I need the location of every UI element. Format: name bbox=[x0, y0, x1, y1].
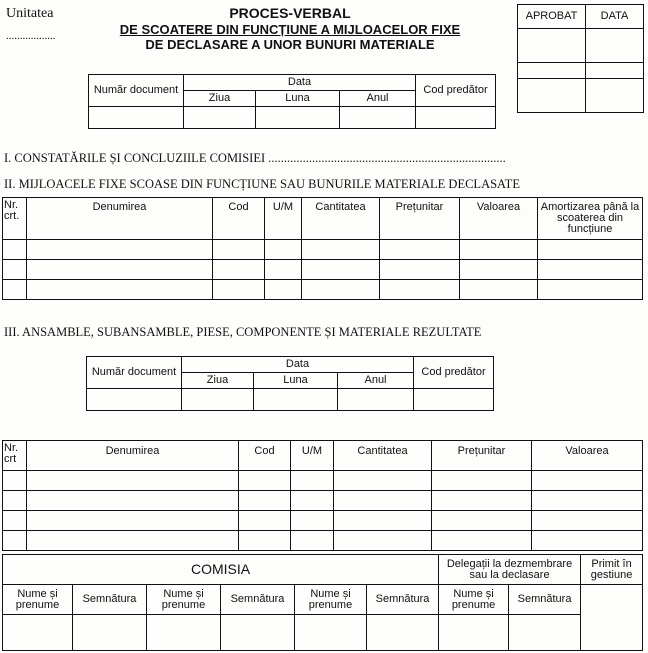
document-subtitle-2: DE DECLASARE A UNOR BUNURI MATERIALE bbox=[145, 37, 435, 52]
cell[interactable] bbox=[302, 240, 380, 260]
name-header: Denumirea bbox=[27, 198, 213, 240]
cell[interactable] bbox=[213, 240, 265, 260]
document-subtitle-1: DE SCOATERE DIN FUNCȚIUNE A MIJLOACELOR FIXE bbox=[119, 22, 461, 37]
approved-date-cell[interactable] bbox=[586, 79, 644, 113]
cell[interactable] bbox=[27, 511, 239, 531]
delegates-header: Delegații la dezmembrare sau la declasare bbox=[439, 555, 581, 585]
table-row bbox=[3, 260, 643, 280]
cell[interactable] bbox=[291, 491, 334, 511]
cell[interactable] bbox=[460, 280, 538, 300]
approved-date-cell[interactable] bbox=[586, 63, 644, 79]
name-header: Nume și prenume bbox=[439, 585, 509, 615]
cell[interactable] bbox=[27, 471, 239, 491]
code-header: Cod predător bbox=[416, 75, 496, 107]
date-header: Data bbox=[182, 357, 414, 373]
cell[interactable] bbox=[439, 615, 509, 651]
cell[interactable] bbox=[3, 471, 27, 491]
cell[interactable] bbox=[239, 471, 291, 491]
cell[interactable] bbox=[3, 511, 27, 531]
um-header: U/M bbox=[265, 198, 302, 240]
cell[interactable] bbox=[3, 240, 27, 260]
cell[interactable] bbox=[3, 491, 27, 511]
cell[interactable] bbox=[302, 280, 380, 300]
approved-cell[interactable] bbox=[518, 79, 586, 113]
approved-cell[interactable] bbox=[518, 29, 586, 63]
cell[interactable] bbox=[538, 260, 643, 280]
cell[interactable] bbox=[3, 531, 27, 551]
value-header: Valoarea bbox=[460, 198, 538, 240]
value-header: Valoarea bbox=[532, 441, 643, 471]
signature-header: Semnătura bbox=[221, 585, 295, 615]
document-title: PROCES-VERBAL bbox=[229, 5, 351, 21]
month-header: Luna bbox=[254, 373, 338, 389]
unit-price-header: Prețunitar bbox=[432, 441, 532, 471]
year-cell[interactable] bbox=[340, 107, 416, 129]
approved-cell[interactable] bbox=[518, 63, 586, 79]
name-header: Nume și prenume bbox=[3, 585, 73, 615]
year-header: Anul bbox=[340, 91, 416, 107]
cell[interactable] bbox=[239, 511, 291, 531]
cell[interactable] bbox=[460, 240, 538, 260]
received-cell[interactable] bbox=[581, 585, 643, 651]
date-header: DATA bbox=[586, 5, 644, 29]
cell[interactable] bbox=[27, 531, 239, 551]
section-1-heading: I. CONSTATĂRILE ȘI CONCLUZIILE COMISIEI ............................................................................ bbox=[4, 151, 506, 165]
cell[interactable] bbox=[532, 511, 643, 531]
table-row bbox=[3, 240, 643, 260]
table-row bbox=[3, 511, 643, 531]
cell[interactable] bbox=[432, 471, 532, 491]
cell[interactable] bbox=[532, 471, 643, 491]
section-3-heading: III. ANSAMBLE, SUBANSAMBLE, PIESE, COMPONENTE ȘI MATERIALE REZULTATE bbox=[4, 325, 482, 339]
cell[interactable] bbox=[239, 531, 291, 551]
day-cell[interactable] bbox=[184, 107, 256, 129]
cell[interactable] bbox=[27, 280, 213, 300]
cell[interactable] bbox=[380, 260, 460, 280]
cell[interactable] bbox=[265, 280, 302, 300]
cell[interactable] bbox=[295, 615, 367, 651]
approved-header: APROBAT bbox=[518, 5, 586, 29]
fixed-assets-table bbox=[2, 197, 643, 300]
cell[interactable] bbox=[334, 531, 432, 551]
cell[interactable] bbox=[380, 240, 460, 260]
cell[interactable] bbox=[239, 491, 291, 511]
cell[interactable] bbox=[213, 260, 265, 280]
quantity-header: Cantitatea bbox=[334, 441, 432, 471]
name-header: Nume și prenume bbox=[147, 585, 221, 615]
document-number-header: Număr document bbox=[89, 75, 184, 107]
name-header: Nume și prenume bbox=[295, 585, 367, 615]
um-header: U/M bbox=[291, 441, 334, 471]
cell[interactable] bbox=[221, 615, 295, 651]
day-cell[interactable] bbox=[182, 389, 254, 411]
month-cell[interactable] bbox=[256, 107, 340, 129]
code-cell[interactable] bbox=[414, 389, 494, 411]
signature-header: Semnătura bbox=[509, 585, 581, 615]
cell[interactable] bbox=[538, 280, 643, 300]
cell[interactable] bbox=[3, 260, 27, 280]
cell[interactable] bbox=[291, 471, 334, 491]
cell[interactable] bbox=[147, 615, 221, 651]
cell[interactable] bbox=[27, 240, 213, 260]
quantity-header: Cantitatea bbox=[302, 198, 380, 240]
commission-header: COMISIA bbox=[3, 555, 439, 585]
year-header: Anul bbox=[338, 373, 414, 389]
cell[interactable] bbox=[432, 491, 532, 511]
unit-price-header: Prețunitar bbox=[380, 198, 460, 240]
table-row bbox=[3, 491, 643, 511]
cell[interactable] bbox=[3, 615, 73, 651]
signature-header: Semnătura bbox=[73, 585, 147, 615]
nr-header: Nr. crt bbox=[3, 441, 27, 471]
cell[interactable] bbox=[27, 260, 213, 280]
cell[interactable] bbox=[538, 240, 643, 260]
cell[interactable] bbox=[291, 511, 334, 531]
cell[interactable] bbox=[509, 615, 581, 651]
commission-table bbox=[2, 554, 643, 651]
document-info-table-2 bbox=[86, 356, 494, 411]
day-header: Ziua bbox=[182, 373, 254, 389]
unit-dots: .................. bbox=[6, 30, 56, 42]
approved-date-cell[interactable] bbox=[586, 29, 644, 63]
code-cell[interactable] bbox=[416, 107, 496, 129]
cell[interactable] bbox=[213, 280, 265, 300]
cell[interactable] bbox=[532, 531, 643, 551]
cell[interactable] bbox=[380, 280, 460, 300]
cell[interactable] bbox=[334, 471, 432, 491]
cell[interactable] bbox=[265, 260, 302, 280]
document-number-header: Număr document bbox=[87, 357, 182, 389]
cell[interactable] bbox=[367, 615, 439, 651]
day-header: Ziua bbox=[184, 91, 256, 107]
document-number-cell[interactable] bbox=[87, 389, 182, 411]
cell[interactable] bbox=[27, 491, 239, 511]
code-header: Cod bbox=[239, 441, 291, 471]
cell[interactable] bbox=[460, 260, 538, 280]
received-header: Primit în gestiune bbox=[581, 555, 643, 585]
cell[interactable] bbox=[532, 491, 643, 511]
cell[interactable] bbox=[73, 615, 147, 651]
table-row bbox=[3, 531, 643, 551]
cell[interactable] bbox=[432, 531, 532, 551]
year-cell[interactable] bbox=[338, 389, 414, 411]
cell[interactable] bbox=[302, 260, 380, 280]
resulting-materials-table bbox=[2, 440, 643, 551]
code-header: Cod predător bbox=[414, 357, 494, 389]
unit-label: Unitatea bbox=[6, 6, 54, 21]
cell[interactable] bbox=[334, 511, 432, 531]
approval-box bbox=[517, 4, 644, 113]
date-header: Data bbox=[184, 75, 416, 91]
cell[interactable] bbox=[432, 511, 532, 531]
cell[interactable] bbox=[291, 531, 334, 551]
section-2-heading: II. MIJLOACELE FIXE SCOASE DIN FUNCȚIUNE SAU BUNURILE MATERIALE DECLASATE bbox=[4, 177, 520, 191]
table-row bbox=[3, 471, 643, 491]
amortization-header: Amortizarea până la scoaterea din funcțiune bbox=[538, 198, 643, 240]
nr-header: Nr. crt. bbox=[3, 198, 27, 240]
month-header: Luna bbox=[256, 91, 340, 107]
cell[interactable] bbox=[334, 491, 432, 511]
cell[interactable] bbox=[265, 240, 302, 260]
month-cell[interactable] bbox=[254, 389, 338, 411]
table-row bbox=[3, 280, 643, 300]
code-header: Cod bbox=[213, 198, 265, 240]
document-number-cell[interactable] bbox=[89, 107, 184, 129]
cell[interactable] bbox=[3, 280, 27, 300]
signature-header: Semnătura bbox=[367, 585, 439, 615]
name-header: Denumirea bbox=[27, 441, 239, 471]
document-info-table bbox=[88, 74, 496, 129]
